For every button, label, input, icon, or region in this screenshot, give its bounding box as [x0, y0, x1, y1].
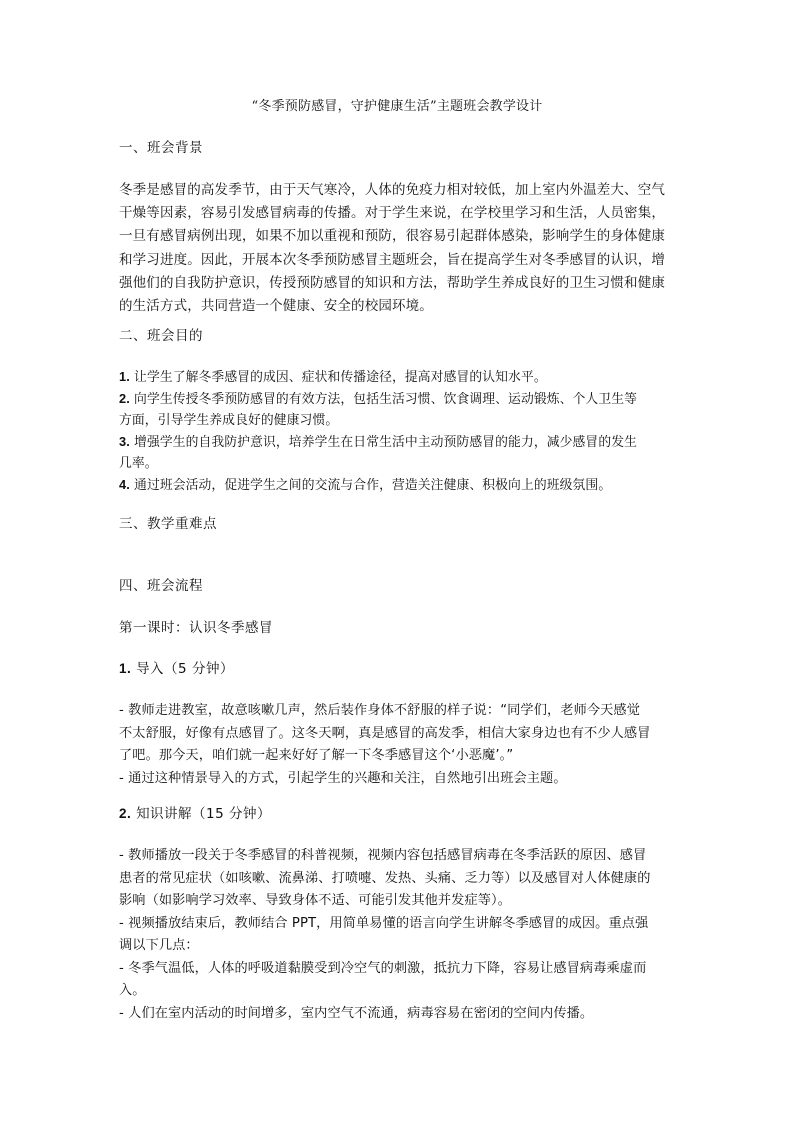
list-item: [119, 474, 679, 496]
paragraph-line: - 人们在室内活动的时间增多，室内空气不流通，病毒容易在密闭的空间内传播。: [119, 1005, 594, 1021]
section-heading-purpose: 二、班会目的: [119, 328, 203, 344]
paragraph-line: 和学习进度。因此，开展本次冬季预防感冒主题班会，旨在提高学生对冬季感冒的认识，增: [119, 251, 665, 268]
list-item-continuation: 方面，引导学生养成良好的健康习惯。: [119, 413, 339, 428]
list-item-text: 通过班会活动，促进学生之间的交流与合作，营造关注健康、积极向上的班级氛围。: [134, 478, 612, 493]
paragraph-line: 强他们的自我防护意识，传授预防感冒的知识和方法，帮助学生养成良好的卫生习惯和健康: [119, 274, 665, 291]
list-item-number: 4.: [119, 477, 130, 492]
list-item: [119, 366, 679, 388]
list-item: [119, 388, 679, 410]
step-number: 2.: [119, 806, 132, 821]
step-title: 导入（5 分钟）: [136, 661, 234, 677]
paragraph-line: 冬季是感冒的高发季节，由于天气寒冷，人体的免疫力相对较低，加上室内外温差大、空气: [119, 182, 665, 198]
paragraph-line: - 冬季气温低，人体的呼吸道黏膜受到冷空气的刺激，抵抗力下降，容易让感冒病毒乘虚而: [119, 960, 647, 976]
step-heading-knowledge: [119, 804, 271, 824]
paragraph-line: 的生活方式，共同营造一个健康、安全的校园环境。: [119, 298, 433, 315]
list-item-text: 向学生传授冬季预防感冒的有效方法，包括生活习惯、饮食调理、运动锻炼、个人卫生等: [134, 392, 638, 407]
list-item-number: 2.: [119, 391, 130, 406]
paragraph-line: - 视频播放结束后，教师结合 PPT，用简单易懂的语言向学生讲解冬季感冒的成因。重点强: [119, 915, 649, 931]
paragraph-line: - 教师走进教室，故意咳嗽几声，然后装作身体不舒服的样子说：“同学们，老师今天感觉: [119, 703, 641, 718]
paragraph-line: - 教师播放一段关于冬季感冒的科普视频，视频内容包括感冒病毒在冬季活跃的原因、感冒: [119, 848, 647, 863]
list-item: [119, 431, 679, 453]
section-heading-procedure: 四、班会流程: [119, 578, 203, 594]
paragraph-line: 一旦有感冒病例出现，如果不加以重视和预防，很容易引起群体感染，影响学生的身体健康: [119, 228, 665, 245]
step-number: 1.: [119, 661, 132, 676]
intro-paragraph: [119, 700, 679, 790]
paragraph-line: 了吧。那今天，咱们就一起来好好了解一下冬季感冒这个‘小恶魔’。”: [119, 748, 514, 763]
step-heading-intro: [119, 659, 234, 679]
list-item-number: 1.: [119, 369, 130, 384]
paragraph-line: 影响（如影响学习效率、导致身体不适、可能引发其他并发症等）。: [119, 893, 512, 908]
lesson-heading: 第一课时：认识冬季感冒: [119, 620, 273, 636]
background-paragraph: [119, 179, 679, 318]
paragraph-line: 干燥等因素，容易引发感冒病毒的传播。对于学生来说，在学校里学习和生活，人员密集，: [119, 205, 665, 222]
paragraph-line: 不太舒服，好像有点感冒了。这冬天啊，真是感冒的高发季，相信大家身边也有不少人感冒: [119, 725, 651, 741]
paragraph-line: - 通过这种情景导入的方式，引起学生的兴趣和关注，自然地引出班会主题。: [119, 770, 567, 786]
paragraph-line: 患者的常见症状（如咳嗽、流鼻涕、打喷嚏、发热、头痛、乏力等）以及感冒对人体健康的: [119, 870, 651, 886]
document-title: “冬季预防感冒，守护健康生活”主题班会教学设计: [251, 99, 543, 114]
list-item-text: 增强学生的自我防护意识，培养学生在日常生活中主动预防感冒的能力，减少感冒的发生: [134, 435, 638, 450]
paragraph-line: 入。: [119, 983, 146, 998]
step-title: 知识讲解（15 分钟）: [136, 806, 272, 822]
knowledge-paragraph: [119, 845, 679, 1025]
section-heading-background: 一、班会背景: [119, 140, 203, 156]
paragraph-line: 调以下几点：: [119, 938, 199, 953]
list-item-continuation: 几率。: [119, 456, 158, 471]
list-item-number: 3.: [119, 434, 130, 449]
purpose-list: [119, 366, 679, 496]
section-heading-key-points: 三、教学重难点: [119, 516, 217, 532]
list-item-text: 让学生了解冬季感冒的成因、症状和传播途径，提高对感冒的认知水平。: [134, 370, 547, 385]
